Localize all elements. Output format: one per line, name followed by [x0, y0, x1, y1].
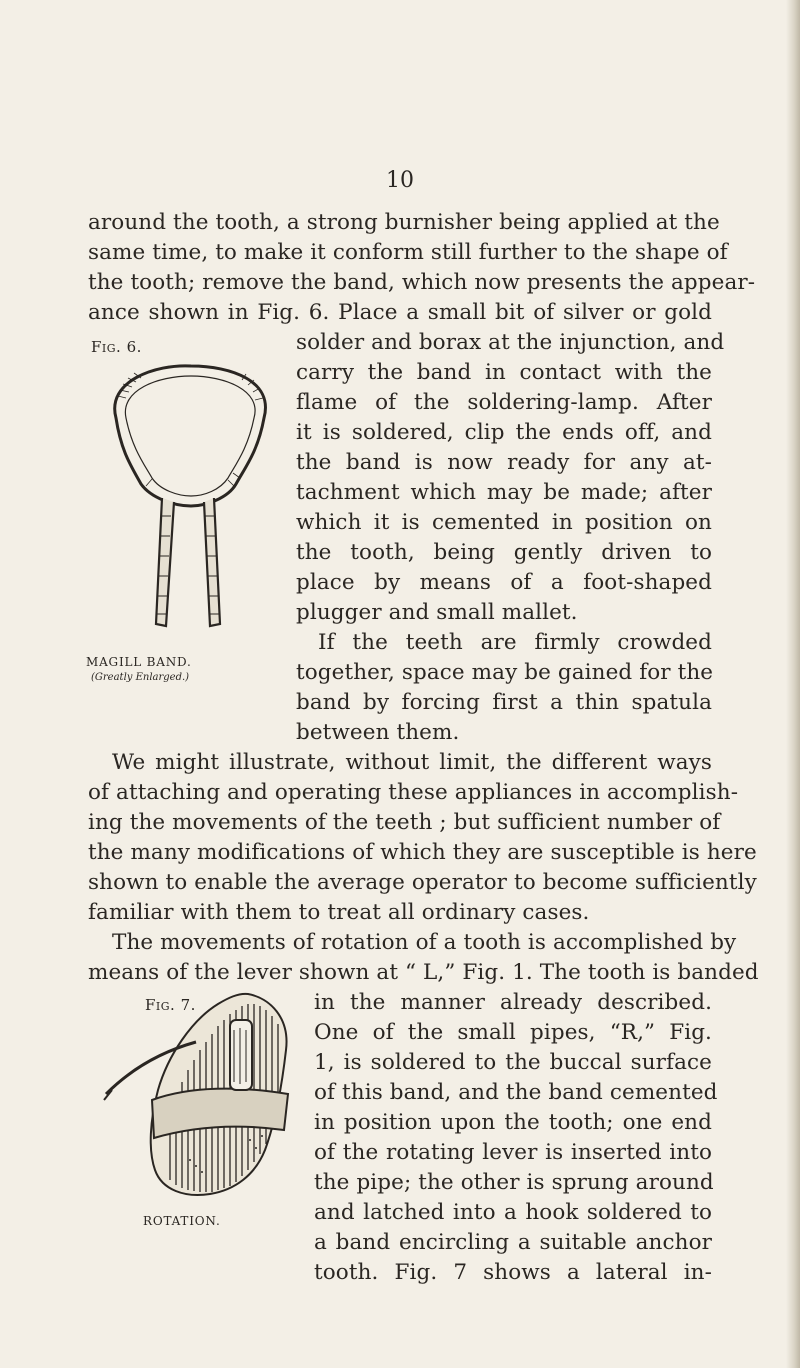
text-line: around the tooth, a strong burnisher being applied at the — [88, 210, 720, 235]
text-line: and latched into a hook soldered to — [314, 1200, 712, 1225]
text-line: familiar with them to treat all ordinary cases. — [88, 900, 590, 925]
text-line: One of the small pipes, “R,” Fig. — [314, 1020, 712, 1045]
fig6-label: Fig. 6. — [91, 338, 142, 356]
text-line: tachment which may be made; after — [296, 480, 712, 505]
text-line: shown to enable the average operator to become sufficiently — [88, 870, 757, 895]
text-line: If the teeth are firmly crowded — [318, 630, 712, 655]
text-line: the pipe; the other is sprung around — [314, 1170, 714, 1195]
text-line: plugger and small mallet. — [296, 600, 578, 625]
text-line: the many modifications of which they are susceptible is here — [88, 840, 757, 865]
text-line: the tooth; remove the band, which now presents the appear- — [88, 270, 756, 295]
text-line: in the manner already described. — [314, 990, 712, 1015]
page-edge — [786, 0, 800, 1368]
text-line: 1, is soldered to the buccal surface — [314, 1050, 712, 1075]
text-line: which it is cemented in position on — [296, 510, 712, 535]
text-line: ing the movements of the teeth ; but sufficient number of — [88, 810, 721, 835]
page-number: 10 — [386, 168, 414, 193]
text-line: of attaching and operating these appliances in accomplish- — [88, 780, 739, 805]
fig7-illustration — [100, 990, 310, 1205]
text-line: a band encircling a suitable anchor — [314, 1230, 712, 1255]
text-line: place by means of a foot-shaped — [296, 570, 712, 595]
fig6-caption: MAGILL BAND. — [86, 655, 192, 669]
text-line: The movements of rotation of a tooth is accomplished by — [112, 930, 737, 955]
text-line: of the rotating lever is inserted into — [314, 1140, 712, 1165]
text-line: We might illustrate, without limit, the different ways — [112, 750, 712, 775]
fig7-label: Fig. 7. — [145, 996, 196, 1014]
text-line: ance shown in Fig. 6. Place a small bit of silver or gold — [88, 300, 712, 325]
text-line: the tooth, being gently driven to — [296, 540, 712, 565]
fig6-illustration — [96, 356, 282, 646]
fig7-caption: ROTATION. — [143, 1214, 221, 1228]
fig6-subcaption: (Greatly Enlarged.) — [91, 672, 190, 683]
text-line: tooth. Fig. 7 shows a lateral in- — [314, 1260, 712, 1285]
text-line: the band is now ready for any at- — [296, 450, 712, 475]
text-line: band by forcing first a thin spatula — [296, 690, 712, 715]
text-line: between them. — [296, 720, 460, 745]
text-line: same time, to make it conform still further to the shape of — [88, 240, 728, 265]
text-line: carry the band in contact with the — [296, 360, 712, 385]
text-line: of this band, and the band cemented — [314, 1080, 718, 1105]
text-line: in position upon the tooth; one end — [314, 1110, 712, 1135]
text-line: solder and borax at the injunction, and — [296, 330, 725, 355]
text-line: together, space may be gained for the — [296, 660, 714, 685]
text-line: means of the lever shown at “ L,” Fig. 1. The tooth is banded — [88, 960, 759, 985]
text-line: it is soldered, clip the ends off, and — [296, 420, 712, 445]
text-line: flame of the soldering-lamp. After — [296, 390, 712, 415]
